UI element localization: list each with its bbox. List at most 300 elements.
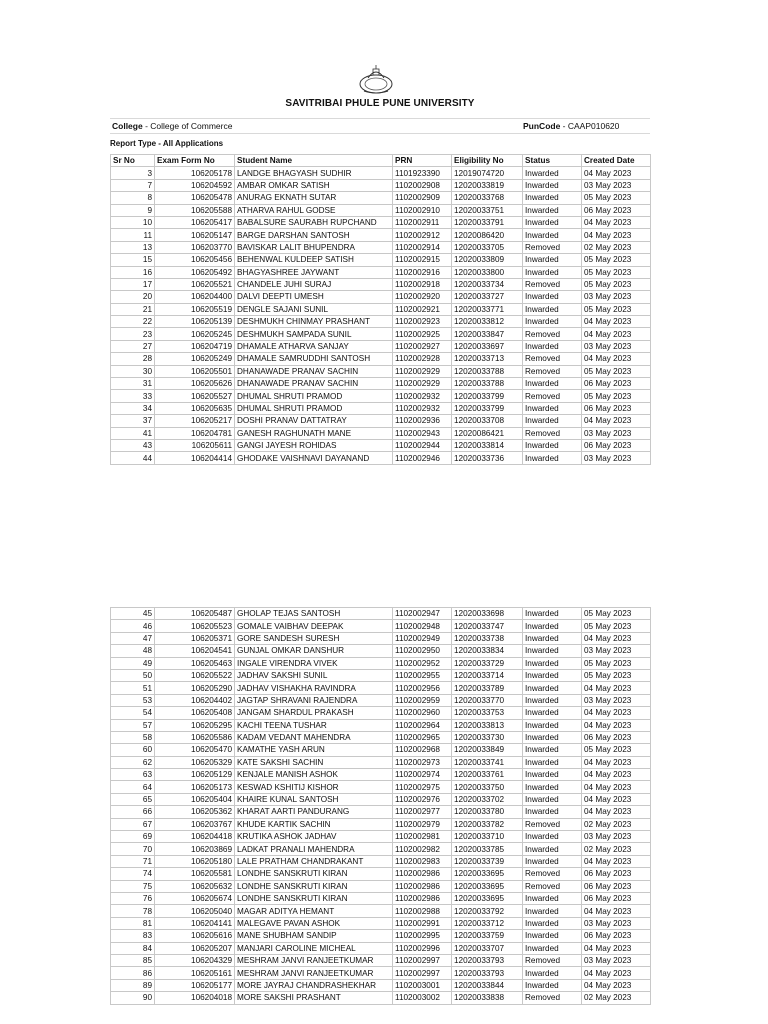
cell-student-name: GUNJAL OMKAR DANSHUR — [235, 645, 393, 657]
cell-created-date: 04 May 2023 — [582, 216, 651, 228]
college-label: College — [112, 121, 143, 131]
cell-sr-no: 51 — [111, 682, 155, 694]
cell-eligibility-no: 12020033813 — [452, 719, 523, 731]
cell-created-date: 06 May 2023 — [582, 439, 651, 451]
cell-prn: 1102002988 — [393, 905, 452, 917]
cell-status: Inwarded — [523, 608, 582, 620]
cell-exam-form-no: 106203869 — [155, 843, 235, 855]
cell-prn: 1102002986 — [393, 892, 452, 904]
cell-status: Inwarded — [523, 744, 582, 756]
applications-table-page-2 — [110, 607, 651, 1005]
cell-eligibility-no: 12020033698 — [452, 608, 523, 620]
cell-status: Removed — [523, 427, 582, 439]
cell-created-date: 04 May 2023 — [582, 415, 651, 427]
cell-eligibility-no: 12020033793 — [452, 967, 523, 979]
cell-eligibility-no: 12020033695 — [452, 892, 523, 904]
cell-sr-no: 34 — [111, 402, 155, 414]
cell-prn: 1102002914 — [393, 241, 452, 253]
cell-prn: 1102002918 — [393, 278, 452, 290]
cell-exam-form-no: 106205588 — [155, 204, 235, 216]
cell-status: Inwarded — [523, 229, 582, 241]
cell-created-date: 03 May 2023 — [582, 179, 651, 191]
cell-status: Inwarded — [523, 303, 582, 315]
cell-created-date: 04 May 2023 — [582, 769, 651, 781]
cell-prn: 1102002973 — [393, 756, 452, 768]
cell-prn: 1102002920 — [393, 291, 452, 303]
cell-exam-form-no: 106205139 — [155, 316, 235, 328]
cell-eligibility-no: 12020033791 — [452, 216, 523, 228]
cell-status: Inwarded — [523, 216, 582, 228]
table-row — [111, 657, 651, 669]
cell-created-date: 04 May 2023 — [582, 942, 651, 954]
table-row — [111, 241, 651, 253]
cell-prn: 1102002944 — [393, 439, 452, 451]
college-value: - College of Commerce — [142, 121, 233, 131]
table-row — [111, 192, 651, 204]
cell-student-name: MESHRAM JANVI RANJEETKUMAR — [235, 954, 393, 966]
cell-exam-form-no: 106204719 — [155, 340, 235, 352]
cell-eligibility-no: 12020033739 — [452, 855, 523, 867]
table-row — [111, 353, 651, 365]
cell-student-name: LONDHE SANSKRUTI KIRAN — [235, 868, 393, 880]
table-row — [111, 427, 651, 439]
cell-created-date: 06 May 2023 — [582, 892, 651, 904]
cell-prn: 1102002949 — [393, 632, 452, 644]
cell-prn: 1102002956 — [393, 682, 452, 694]
cell-exam-form-no: 106205207 — [155, 942, 235, 954]
cell-prn: 1102002929 — [393, 378, 452, 390]
cell-eligibility-no: 12020086420 — [452, 229, 523, 241]
cell-student-name: KENJALE MANISH ASHOK — [235, 769, 393, 781]
cell-eligibility-no: 12020033702 — [452, 793, 523, 805]
cell-sr-no: 85 — [111, 954, 155, 966]
cell-prn: 1102002921 — [393, 303, 452, 315]
cell-student-name: DESHMUKH CHINMAY PRASHANT — [235, 316, 393, 328]
cell-sr-no: 11 — [111, 229, 155, 241]
cell-created-date: 05 May 2023 — [582, 657, 651, 669]
cell-eligibility-no: 12020033729 — [452, 657, 523, 669]
cell-student-name: LONDHE SANSKRUTI KIRAN — [235, 892, 393, 904]
cell-exam-form-no: 106204592 — [155, 179, 235, 191]
cell-status: Inwarded — [523, 179, 582, 191]
cell-prn: 1102002946 — [393, 452, 452, 464]
cell-exam-form-no: 106205521 — [155, 278, 235, 290]
cell-created-date: 04 May 2023 — [582, 806, 651, 818]
column-header-status: Status — [523, 155, 582, 167]
cell-student-name: MALEGAVE PAVAN ASHOK — [235, 917, 393, 929]
cell-eligibility-no: 12020086421 — [452, 427, 523, 439]
cell-prn: 1102002909 — [393, 192, 452, 204]
cell-student-name: MAGAR ADITYA HEMANT — [235, 905, 393, 917]
cell-exam-form-no: 106203767 — [155, 818, 235, 830]
cell-student-name: KRUTIKA ASHOK JADHAV — [235, 831, 393, 843]
cell-eligibility-no: 12020033750 — [452, 781, 523, 793]
cell-prn: 1102002952 — [393, 657, 452, 669]
cell-created-date: 03 May 2023 — [582, 694, 651, 706]
cell-status: Inwarded — [523, 707, 582, 719]
table-row — [111, 892, 651, 904]
cell-created-date: 02 May 2023 — [582, 992, 651, 1004]
cell-sr-no: 23 — [111, 328, 155, 340]
cell-status: Inwarded — [523, 266, 582, 278]
cell-student-name: KATE SAKSHI SACHIN — [235, 756, 393, 768]
cell-sr-no: 49 — [111, 657, 155, 669]
cell-exam-form-no: 106205040 — [155, 905, 235, 917]
cell-student-name: JADHAV VISHAKHA RAVINDRA — [235, 682, 393, 694]
cell-created-date: 06 May 2023 — [582, 402, 651, 414]
table-row — [111, 452, 651, 464]
cell-sr-no: 70 — [111, 843, 155, 855]
cell-exam-form-no: 106205129 — [155, 769, 235, 781]
cell-eligibility-no: 12020033753 — [452, 707, 523, 719]
cell-created-date: 06 May 2023 — [582, 880, 651, 892]
cell-eligibility-no: 12020033770 — [452, 694, 523, 706]
cell-status: Inwarded — [523, 620, 582, 632]
cell-eligibility-no: 12020033705 — [452, 241, 523, 253]
cell-student-name: JANGAM SHARDUL PRAKASH — [235, 707, 393, 719]
table-row — [111, 992, 651, 1004]
cell-eligibility-no: 12020033695 — [452, 880, 523, 892]
cell-prn: 1102002975 — [393, 781, 452, 793]
table-header-row — [111, 155, 651, 167]
cell-prn: 1102002916 — [393, 266, 452, 278]
cell-sr-no: 78 — [111, 905, 155, 917]
cell-sr-no: 86 — [111, 967, 155, 979]
cell-student-name: GOMALE VAIBHAV DEEPAK — [235, 620, 393, 632]
cell-prn: 1102002908 — [393, 179, 452, 191]
cell-exam-form-no: 106205180 — [155, 855, 235, 867]
cell-created-date: 05 May 2023 — [582, 620, 651, 632]
cell-eligibility-no: 12020033712 — [452, 917, 523, 929]
cell-exam-form-no: 106204400 — [155, 291, 235, 303]
cell-status: Inwarded — [523, 756, 582, 768]
cell-prn: 1102002912 — [393, 229, 452, 241]
cell-sr-no: 31 — [111, 378, 155, 390]
column-header-eligibility-no: Eligibility No — [452, 155, 523, 167]
cell-exam-form-no: 106205249 — [155, 353, 235, 365]
cell-student-name: KADAM VEDANT MAHENDRA — [235, 731, 393, 743]
applications-table-page-1 — [110, 154, 651, 465]
cell-eligibility-no: 12020033799 — [452, 390, 523, 402]
cell-student-name: KHARAT AARTI PANDURANG — [235, 806, 393, 818]
table-row — [111, 645, 651, 657]
cell-student-name: AMBAR OMKAR SATISH — [235, 179, 393, 191]
cell-prn: 1102002995 — [393, 930, 452, 942]
cell-prn: 1102002997 — [393, 954, 452, 966]
cell-prn: 1102002925 — [393, 328, 452, 340]
cell-eligibility-no: 12020033782 — [452, 818, 523, 830]
cell-status: Inwarded — [523, 942, 582, 954]
cell-status: Removed — [523, 992, 582, 1004]
cell-created-date: 04 May 2023 — [582, 793, 651, 805]
cell-sr-no: 7 — [111, 179, 155, 191]
cell-sr-no: 50 — [111, 669, 155, 681]
cell-sr-no: 57 — [111, 719, 155, 731]
cell-status: Inwarded — [523, 930, 582, 942]
cell-exam-form-no: 106205295 — [155, 719, 235, 731]
cell-student-name: BABALSURE SAURABH RUPCHAND — [235, 216, 393, 228]
table-row — [111, 731, 651, 743]
table-row — [111, 793, 651, 805]
cell-student-name: LALE PRATHAM CHANDRAKANT — [235, 855, 393, 867]
cell-sr-no: 15 — [111, 254, 155, 266]
cell-exam-form-no: 106205463 — [155, 657, 235, 669]
cell-prn: 1102002976 — [393, 793, 452, 805]
cell-created-date: 04 May 2023 — [582, 328, 651, 340]
cell-created-date: 04 May 2023 — [582, 229, 651, 241]
cell-exam-form-no: 106205586 — [155, 731, 235, 743]
cell-created-date: 03 May 2023 — [582, 954, 651, 966]
cell-sr-no: 54 — [111, 707, 155, 719]
cell-exam-form-no: 106205487 — [155, 608, 235, 620]
column-header-student-name: Student Name — [235, 155, 393, 167]
cell-student-name: GHOLAP TEJAS SANTOSH — [235, 608, 393, 620]
cell-created-date: 04 May 2023 — [582, 682, 651, 694]
cell-prn: 1102002948 — [393, 620, 452, 632]
cell-exam-form-no: 106204418 — [155, 831, 235, 843]
cell-sr-no: 62 — [111, 756, 155, 768]
cell-student-name: KHUDE KARTIK SACHIN — [235, 818, 393, 830]
cell-prn: 1102002979 — [393, 818, 452, 830]
cell-eligibility-no: 12019074720 — [452, 167, 523, 179]
cell-created-date: 05 May 2023 — [582, 744, 651, 756]
cell-prn: 1102002910 — [393, 204, 452, 216]
cell-prn: 1102002996 — [393, 942, 452, 954]
table-row — [111, 254, 651, 266]
cell-prn: 1102003001 — [393, 979, 452, 991]
cell-student-name: BHAGYASHREE JAYWANT — [235, 266, 393, 278]
cell-eligibility-no: 12020033707 — [452, 942, 523, 954]
cell-eligibility-no: 12020033819 — [452, 179, 523, 191]
cell-status: Inwarded — [523, 452, 582, 464]
cell-eligibility-no: 12020033747 — [452, 620, 523, 632]
cell-sr-no: 74 — [111, 868, 155, 880]
cell-created-date: 03 May 2023 — [582, 291, 651, 303]
cell-created-date: 05 May 2023 — [582, 266, 651, 278]
table-row — [111, 818, 651, 830]
cell-status: Inwarded — [523, 967, 582, 979]
cell-sr-no: 89 — [111, 979, 155, 991]
cell-exam-form-no: 106205217 — [155, 415, 235, 427]
cell-created-date: 05 May 2023 — [582, 365, 651, 377]
cell-prn: 1102002928 — [393, 353, 452, 365]
cell-sr-no: 33 — [111, 390, 155, 402]
cell-eligibility-no: 12020033793 — [452, 954, 523, 966]
table-row — [111, 179, 651, 191]
cell-status: Inwarded — [523, 694, 582, 706]
table-row — [111, 917, 651, 929]
cell-prn: 1102002932 — [393, 402, 452, 414]
table-row — [111, 608, 651, 620]
cell-prn: 1102002927 — [393, 340, 452, 352]
cell-eligibility-no: 12020033785 — [452, 843, 523, 855]
cell-created-date: 04 May 2023 — [582, 167, 651, 179]
cell-student-name: LONDHE SANSKRUTI KIRAN — [235, 880, 393, 892]
cell-sr-no: 84 — [111, 942, 155, 954]
cell-created-date: 05 May 2023 — [582, 254, 651, 266]
table-row — [111, 266, 651, 278]
cell-status: Removed — [523, 278, 582, 290]
cell-created-date: 03 May 2023 — [582, 340, 651, 352]
cell-prn: 1102002964 — [393, 719, 452, 731]
cell-sr-no: 58 — [111, 731, 155, 743]
cell-eligibility-no: 12020033788 — [452, 365, 523, 377]
cell-exam-form-no: 106205616 — [155, 930, 235, 942]
cell-status: Inwarded — [523, 682, 582, 694]
cell-student-name: LADKAT PRANALI MAHENDRA — [235, 843, 393, 855]
cell-sr-no: 10 — [111, 216, 155, 228]
cell-student-name: DHANAWADE PRANAV SACHIN — [235, 365, 393, 377]
cell-sr-no: 67 — [111, 818, 155, 830]
cell-prn: 1102002936 — [393, 415, 452, 427]
table-row — [111, 831, 651, 843]
cell-sr-no: 16 — [111, 266, 155, 278]
table-row — [111, 979, 651, 991]
table-row — [111, 216, 651, 228]
cell-prn: 1102002960 — [393, 707, 452, 719]
cell-eligibility-no: 12020033847 — [452, 328, 523, 340]
cell-eligibility-no: 12020033834 — [452, 645, 523, 657]
cell-exam-form-no: 106205501 — [155, 365, 235, 377]
cell-student-name: DALVI DEEPTI UMESH — [235, 291, 393, 303]
table-row — [111, 378, 651, 390]
cell-exam-form-no: 106205492 — [155, 266, 235, 278]
university-emblem-icon — [358, 64, 394, 96]
cell-exam-form-no: 106205147 — [155, 229, 235, 241]
cell-prn: 1102002991 — [393, 917, 452, 929]
cell-status: Removed — [523, 365, 582, 377]
cell-exam-form-no: 106205371 — [155, 632, 235, 644]
cell-status: Inwarded — [523, 291, 582, 303]
cell-prn: 1102002950 — [393, 645, 452, 657]
table-row — [111, 291, 651, 303]
cell-created-date: 04 May 2023 — [582, 855, 651, 867]
cell-status: Removed — [523, 390, 582, 402]
cell-created-date: 03 May 2023 — [582, 452, 651, 464]
cell-student-name: MANE SHUBHAM SANDIP — [235, 930, 393, 942]
cell-created-date: 05 May 2023 — [582, 303, 651, 315]
cell-status: Removed — [523, 353, 582, 365]
table-row — [111, 868, 651, 880]
table-row — [111, 390, 651, 402]
cell-sr-no: 65 — [111, 793, 155, 805]
cell-sr-no: 81 — [111, 917, 155, 929]
cell-created-date: 03 May 2023 — [582, 831, 651, 843]
cell-exam-form-no: 106205519 — [155, 303, 235, 315]
cell-eligibility-no: 12020033708 — [452, 415, 523, 427]
university-title: SAVITRIBAI PHULE PUNE UNIVERSITY — [285, 98, 475, 109]
cell-prn: 1102002977 — [393, 806, 452, 818]
table-row — [111, 756, 651, 768]
cell-exam-form-no: 106205404 — [155, 793, 235, 805]
cell-created-date: 05 May 2023 — [582, 278, 651, 290]
cell-student-name: GHODAKE VAISHNAVI DAYANAND — [235, 452, 393, 464]
cell-sr-no: 83 — [111, 930, 155, 942]
cell-created-date: 04 May 2023 — [582, 781, 651, 793]
cell-created-date: 05 May 2023 — [582, 192, 651, 204]
cell-created-date: 05 May 2023 — [582, 608, 651, 620]
cell-student-name: KHAIRE KUNAL SANTOSH — [235, 793, 393, 805]
cell-eligibility-no: 12020033768 — [452, 192, 523, 204]
cell-created-date: 06 May 2023 — [582, 868, 651, 880]
cell-sr-no: 53 — [111, 694, 155, 706]
table-row — [111, 204, 651, 216]
column-header-exam-form-no: Exam Form No — [155, 155, 235, 167]
cell-eligibility-no: 12020033771 — [452, 303, 523, 315]
cell-eligibility-no: 12020033800 — [452, 266, 523, 278]
cell-prn: 1102002986 — [393, 880, 452, 892]
cell-exam-form-no: 106205470 — [155, 744, 235, 756]
cell-status: Inwarded — [523, 917, 582, 929]
table-row — [111, 942, 651, 954]
cell-student-name: INGALE VIRENDRA VIVEK — [235, 657, 393, 669]
cell-student-name: BAVISKAR LALIT BHUPENDRA — [235, 241, 393, 253]
cell-student-name: DHUMAL SHRUTI PRAMOD — [235, 402, 393, 414]
cell-created-date: 04 May 2023 — [582, 756, 651, 768]
cell-eligibility-no: 12020033714 — [452, 669, 523, 681]
table-row — [111, 905, 651, 917]
table-row — [111, 278, 651, 290]
cell-student-name: ANURAG EKNATH SUTAR — [235, 192, 393, 204]
cell-sr-no: 30 — [111, 365, 155, 377]
cell-sr-no: 22 — [111, 316, 155, 328]
cell-status: Inwarded — [523, 657, 582, 669]
cell-status: Inwarded — [523, 892, 582, 904]
table-body-page-2 — [111, 608, 651, 1005]
cell-prn: 1102002974 — [393, 769, 452, 781]
cell-prn: 1102002981 — [393, 831, 452, 843]
table-row — [111, 402, 651, 414]
table-row — [111, 806, 651, 818]
cell-eligibility-no: 12020033812 — [452, 316, 523, 328]
cell-student-name: DENGLE SAJANI SUNIL — [235, 303, 393, 315]
cell-prn: 1102002955 — [393, 669, 452, 681]
table-row — [111, 707, 651, 719]
cell-eligibility-no: 12020033710 — [452, 831, 523, 843]
table-row — [111, 669, 651, 681]
cell-eligibility-no: 12020033838 — [452, 992, 523, 1004]
cell-prn: 1102002997 — [393, 967, 452, 979]
cell-prn: 1102002911 — [393, 216, 452, 228]
cell-status: Inwarded — [523, 843, 582, 855]
cell-student-name: GANESH RAGHUNATH MANE — [235, 427, 393, 439]
cell-exam-form-no: 106205173 — [155, 781, 235, 793]
cell-prn: 1102002965 — [393, 731, 452, 743]
cell-student-name: GORE SANDESH SURESH — [235, 632, 393, 644]
cell-sr-no: 3 — [111, 167, 155, 179]
cell-created-date: 05 May 2023 — [582, 390, 651, 402]
college-info — [112, 119, 232, 133]
table-row — [111, 954, 651, 966]
cell-sr-no: 41 — [111, 427, 155, 439]
table-row — [111, 439, 651, 451]
cell-prn: 1102002932 — [393, 390, 452, 402]
cell-status: Inwarded — [523, 731, 582, 743]
cell-status: Inwarded — [523, 781, 582, 793]
cell-student-name: KAMATHE YASH ARUN — [235, 744, 393, 756]
cell-prn: 1102002943 — [393, 427, 452, 439]
cell-status: Removed — [523, 818, 582, 830]
table-row — [111, 769, 651, 781]
table-row — [111, 632, 651, 644]
table-row — [111, 620, 651, 632]
table-row — [111, 340, 651, 352]
cell-student-name: CHANDELE JUHI SURAJ — [235, 278, 393, 290]
cell-student-name: MORE SAKSHI PRASHANT — [235, 992, 393, 1004]
cell-student-name: LANDGE BHAGYASH SUDHIR — [235, 167, 393, 179]
cell-status: Inwarded — [523, 806, 582, 818]
cell-eligibility-no: 12020033695 — [452, 868, 523, 880]
